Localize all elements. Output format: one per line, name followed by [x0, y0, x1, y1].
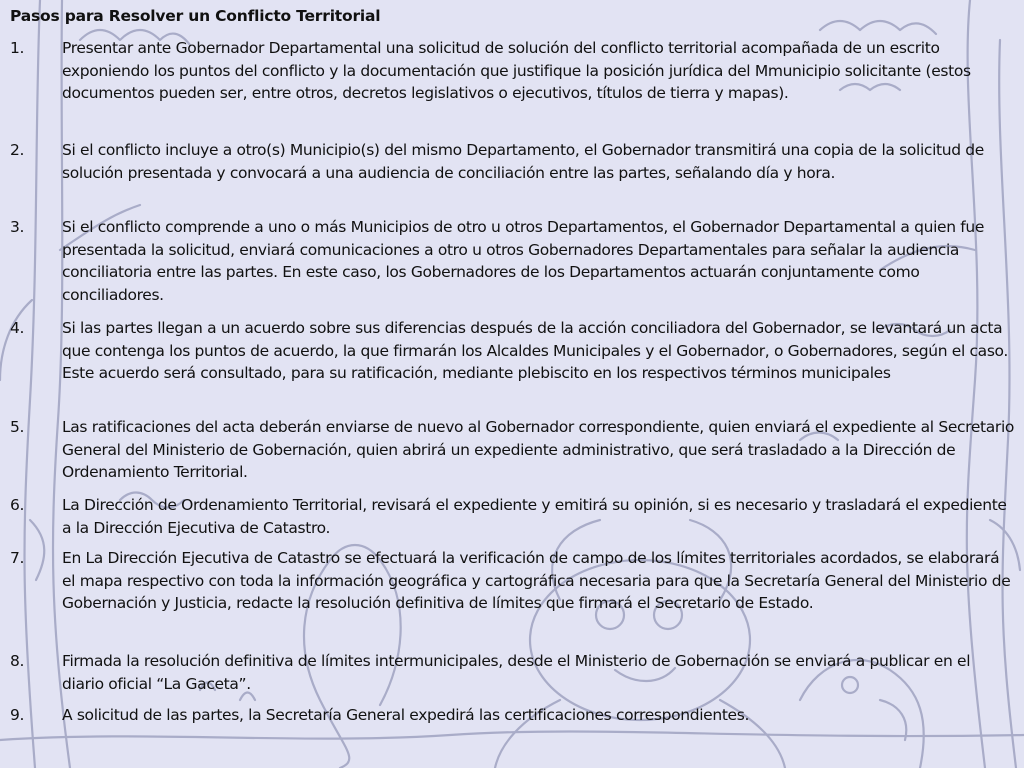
slide-title: Pasos para Resolver un Conflicto Territorial	[10, 7, 381, 25]
list-item	[10, 216, 1016, 306]
list-item	[10, 547, 1016, 615]
list-item-number: 6.	[10, 496, 25, 514]
list-item-text: Firmada la resolución definitiva de límites intermunicipales, desde el Ministerio de Gobernación se enviará a publicar en el diario oficial “La Gaceta”.	[62, 652, 971, 693]
list-item-number: 5.	[10, 418, 25, 436]
list-item	[10, 317, 1016, 385]
list-item-text: La Dirección de Ordenamiento Territorial, revisará el expediente y emitirá su opinión, si es necesario y trasladará el expediente a la Dirección Ejecutiva de Catastro.	[62, 496, 1007, 537]
list-item	[10, 416, 1016, 484]
list-item	[10, 650, 1016, 695]
list-item	[10, 139, 1016, 184]
list-item-text: Si el conflicto comprende a uno o más Municipios de otro u otros Departamentos, el Gobernador Departamental a quien fue presentada la solicitud, enviará comunicaciones a otro u otros Gobernadores Departamentales para señalar la audiencia conciliatoria entre las partes. En este caso, los Gobernadores de los Departamentos actuarán conjuntamente como conciliadores.	[62, 218, 985, 304]
list-item	[10, 704, 1016, 727]
list-item-text: En La Dirección Ejecutiva de Catastro se efectuará la verificación de campo de los límites territoriales acordados, se elaborará el mapa respectivo con toda la información geográfica y cartográfica necesaria para que la Secretaría General del Ministerio de Gobernación y Justicia, redacte la resolución definitiva de límites que firmará el Secretario de Estado.	[62, 549, 1011, 612]
list-item-number: 4.	[10, 319, 25, 337]
list-item	[10, 37, 1016, 105]
list-item-text: Si las partes llegan a un acuerdo sobre sus diferencias después de la acción conciliadora del Gobernador, se levantará un acta que contenga los puntos de acuerdo, la que firmarán los Alcaldes Municipales y el Gobernador, o Gobernadores, según el caso. Este acuerdo será consultado, para su ratificación, mediante plebiscito en los respectivos términos municipales	[62, 319, 1008, 382]
list-item	[10, 494, 1016, 539]
list-item-text: A solicitud de las partes, la Secretaría General expedirá las certificaciones correspondientes.	[62, 706, 750, 724]
list-item-number: 8.	[10, 652, 25, 670]
list-item-text: Si el conflicto incluye a otro(s) Municipio(s) del mismo Departamento, el Gobernador transmitirá una copia de la solicitud de solución presentada y convocará a una audiencia de conciliación entre las partes, señalando día y hora.	[62, 141, 984, 182]
list-item-text: Las ratificaciones del acta deberán enviarse de nuevo al Gobernador correspondiente, quien enviará el expediente al Secretario General del Ministerio de Gobernación, quien abrirá un expediente administrativo, que será trasladado a la Dirección de Ordenamiento Territorial.	[62, 418, 1015, 481]
list-item-number: 1.	[10, 39, 25, 57]
list-item-number: 2.	[10, 141, 25, 159]
list-item-number: 9.	[10, 706, 25, 724]
list-item-text: Presentar ante Gobernador Departamental una solicitud de solución del conflicto territorial acompañada de un escrito exponiendo los puntos del conflicto y la documentación que justifique la posición jurídica del Mmunicipio solicitante (estos documentos pueden ser, entre otros, decretos legislativos o ejecutivos, títulos de tierra y mapas).	[62, 39, 971, 102]
list-item-number: 3.	[10, 218, 25, 236]
list-item-number: 7.	[10, 549, 25, 567]
